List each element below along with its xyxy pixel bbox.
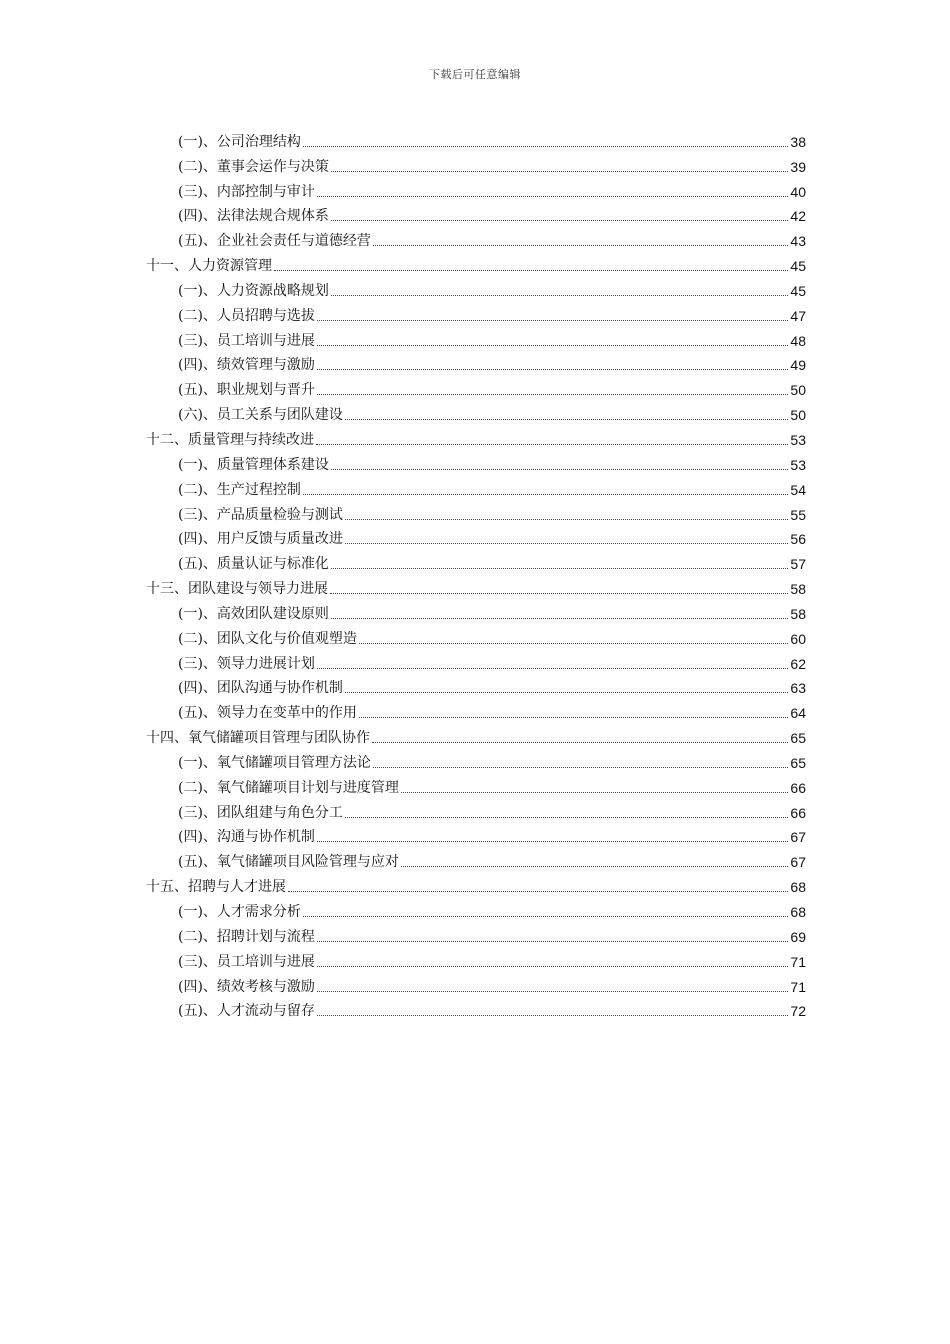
toc-dot-leader <box>359 642 788 644</box>
toc-dot-leader <box>317 1014 788 1016</box>
toc-entry-title: (四)、用户反馈与质量改进 <box>178 531 343 548</box>
toc-entry-title: (二)、生产过程控制 <box>178 481 301 498</box>
toc-dot-leader <box>303 915 788 917</box>
toc-dot-leader <box>317 319 788 321</box>
table-of-contents <box>146 126 806 1020</box>
toc-page-number: 47 <box>790 307 806 324</box>
toc-page-number: 56 <box>790 531 806 548</box>
toc-page-number: 58 <box>790 581 806 598</box>
toc-entry-title: 十二、质量管理与持续改进 <box>146 431 314 448</box>
toc-page-number: 62 <box>790 655 806 672</box>
toc-section-entry[interactable] <box>146 524 806 549</box>
toc-entry-title: (二)、氧气储罐项目计划与进度管理 <box>178 779 399 796</box>
toc-section-entry[interactable] <box>146 697 806 722</box>
toc-entry-title: 十五、招聘与人才进展 <box>146 879 286 896</box>
toc-dot-leader <box>331 219 788 221</box>
toc-dot-leader <box>373 244 788 246</box>
toc-section-entry[interactable] <box>146 846 806 871</box>
toc-entry-title: (三)、团队组建与角色分工 <box>178 804 343 821</box>
toc-page-number: 42 <box>790 208 806 225</box>
toc-dot-leader <box>317 195 788 197</box>
toc-dot-leader <box>317 368 788 370</box>
toc-section-entry[interactable] <box>146 225 806 250</box>
toc-dot-leader <box>331 617 788 619</box>
toc-section-entry[interactable] <box>146 946 806 971</box>
toc-section-entry[interactable] <box>146 350 806 375</box>
toc-entry-title: (一)、质量管理体系建设 <box>178 456 329 473</box>
toc-page-number: 67 <box>790 829 806 846</box>
toc-page-number: 58 <box>790 605 806 622</box>
toc-dot-leader <box>316 443 788 445</box>
toc-dot-leader <box>317 393 788 395</box>
toc-section-entry[interactable] <box>146 300 806 325</box>
toc-section-entry[interactable] <box>146 921 806 946</box>
toc-entry-title: (五)、领导力在变革中的作用 <box>178 705 357 722</box>
toc-entry-title: (四)、团队沟通与协作机制 <box>178 680 343 697</box>
toc-chapter-entry[interactable] <box>146 250 806 275</box>
toc-page-number: 63 <box>790 680 806 697</box>
toc-page-number: 72 <box>790 1003 806 1020</box>
toc-dot-leader <box>288 890 788 892</box>
toc-page-number: 55 <box>790 506 806 523</box>
toc-section-entry[interactable] <box>146 971 806 996</box>
toc-section-entry[interactable] <box>146 325 806 350</box>
toc-dot-leader <box>303 145 788 147</box>
toc-section-entry[interactable] <box>146 275 806 300</box>
toc-page-number: 50 <box>790 382 806 399</box>
toc-entry-title: (四)、绩效管理与激励 <box>178 357 315 374</box>
toc-entry-title: (三)、产品质量检验与测试 <box>178 506 343 523</box>
toc-page-number: 68 <box>790 904 806 920</box>
toc-dot-leader <box>373 766 788 768</box>
toc-dot-leader <box>331 468 788 470</box>
toc-dot-leader <box>401 865 788 867</box>
toc-page-number: 71 <box>790 953 806 970</box>
toc-entry-title: 十三、团队建设与领导力进展 <box>146 581 328 598</box>
toc-page-number: 65 <box>790 730 806 747</box>
toc-dot-leader <box>345 518 788 520</box>
toc-entry-title: (一)、高效团队建设原则 <box>178 605 329 622</box>
toc-entry-title: (五)、质量认证与标准化 <box>178 556 329 573</box>
toc-dot-leader <box>345 418 788 420</box>
toc-entry-title: 十四、氧气储罐项目管理与团队协作 <box>146 730 370 747</box>
toc-dot-leader <box>331 170 788 172</box>
toc-section-entry[interactable] <box>146 126 806 151</box>
toc-entry-title: (二)、团队文化与价值观塑造 <box>178 630 357 647</box>
toc-dot-leader <box>372 741 788 743</box>
toc-entry-title: (二)、招聘计划与流程 <box>178 928 315 945</box>
toc-entry-title: (一)、公司治理结构 <box>178 133 301 150</box>
toc-page-number: 48 <box>790 332 806 349</box>
toc-section-entry[interactable] <box>146 548 806 573</box>
toc-entry-title: (二)、人员招聘与选拔 <box>178 307 315 324</box>
toc-chapter-entry[interactable] <box>146 722 806 747</box>
toc-page-number: 66 <box>790 804 806 821</box>
toc-dot-leader <box>331 567 788 569</box>
toc-section-entry[interactable] <box>146 499 806 524</box>
toc-entry-title: (五)、人才流动与留存 <box>178 1003 315 1020</box>
toc-entry-title: (五)、职业规划与晋升 <box>178 382 315 399</box>
toc-page-number: 43 <box>790 233 806 250</box>
toc-section-entry[interactable] <box>146 374 806 399</box>
toc-entry-title: 十一、人力资源管理 <box>146 258 272 275</box>
toc-dot-leader <box>303 493 788 495</box>
toc-page-number: 45 <box>790 258 806 275</box>
toc-chapter-entry[interactable] <box>146 871 806 896</box>
toc-page-number: 64 <box>790 705 806 722</box>
toc-section-entry[interactable] <box>146 176 806 201</box>
toc-section-entry[interactable] <box>146 896 806 921</box>
toc-page-number: 49 <box>790 357 806 374</box>
toc-page-number: 57 <box>790 556 806 573</box>
toc-page-number: 50 <box>790 407 806 424</box>
toc-dot-leader <box>317 344 788 346</box>
toc-entry-title: (一)、氧气储罐项目管理方法论 <box>178 754 371 771</box>
toc-dot-leader <box>345 816 788 818</box>
toc-section-entry[interactable] <box>146 474 806 499</box>
toc-section-entry[interactable] <box>146 449 806 474</box>
toc-dot-leader <box>317 840 788 842</box>
toc-entry-title: (三)、内部控制与审计 <box>178 183 315 200</box>
toc-entry-title: (四)、法律法规合规体系 <box>178 208 329 225</box>
toc-section-entry[interactable] <box>146 623 806 648</box>
toc-entry-title: (四)、沟通与协作机制 <box>178 829 315 846</box>
toc-chapter-entry[interactable] <box>146 424 806 449</box>
toc-entry-title: (五)、氧气储罐项目风险管理与应对 <box>178 854 399 871</box>
toc-entry-title: (五)、企业社会责任与道德经营 <box>178 233 371 250</box>
toc-entry-title: (四)、绩效考核与激励 <box>178 978 315 995</box>
toc-dot-leader <box>345 542 788 544</box>
toc-dot-leader <box>317 667 788 669</box>
toc-section-entry[interactable] <box>146 399 806 424</box>
toc-entry-title: (一)、人才需求分析 <box>178 904 301 920</box>
toc-page-number: 38 <box>790 133 806 150</box>
toc-entry-title: (二)、董事会运作与决策 <box>178 158 329 175</box>
toc-entry-title: (三)、领导力进展计划 <box>178 655 315 672</box>
toc-page-number: 45 <box>790 282 806 299</box>
toc-page-number: 60 <box>790 630 806 647</box>
toc-section-entry[interactable] <box>146 822 806 847</box>
toc-dot-leader <box>317 940 788 942</box>
toc-section-entry[interactable] <box>146 996 806 1021</box>
toc-chapter-entry[interactable] <box>146 573 806 598</box>
toc-section-entry[interactable] <box>146 151 806 176</box>
toc-page-number: 67 <box>790 854 806 871</box>
toc-page-number: 39 <box>790 158 806 175</box>
toc-section-entry[interactable] <box>146 201 806 226</box>
toc-dot-leader <box>359 716 788 718</box>
toc-dot-leader <box>345 691 788 693</box>
toc-entry-title: (一)、人力资源战略规划 <box>178 282 329 299</box>
toc-dot-leader <box>401 791 788 793</box>
toc-page-number: 68 <box>790 879 806 896</box>
toc-section-entry[interactable] <box>146 673 806 698</box>
toc-page-number: 53 <box>790 431 806 448</box>
toc-dot-leader <box>274 269 788 271</box>
toc-entry-title: (三)、员工培训与进展 <box>178 953 315 970</box>
toc-section-entry[interactable] <box>146 747 806 772</box>
toc-section-entry[interactable] <box>146 648 806 673</box>
toc-section-entry[interactable] <box>146 797 806 822</box>
toc-dot-leader <box>317 990 788 992</box>
toc-page-number: 40 <box>790 183 806 200</box>
toc-page-number: 54 <box>790 481 806 498</box>
toc-entry-title: (三)、员工培训与进展 <box>178 332 315 349</box>
toc-dot-leader <box>331 294 788 296</box>
toc-page-number: 53 <box>790 456 806 473</box>
toc-page-number: 66 <box>790 779 806 796</box>
toc-entry-title: (六)、员工关系与团队建设 <box>178 407 343 424</box>
toc-section-entry[interactable] <box>146 598 806 623</box>
toc-page-number: 65 <box>790 754 806 771</box>
toc-section-entry[interactable] <box>146 772 806 797</box>
toc-dot-leader <box>317 965 788 967</box>
toc-dot-leader <box>330 592 788 594</box>
toc-page-number: 69 <box>790 928 806 945</box>
toc-page-number: 71 <box>790 978 806 995</box>
header-note: 下载后可任意编辑 <box>429 68 521 81</box>
